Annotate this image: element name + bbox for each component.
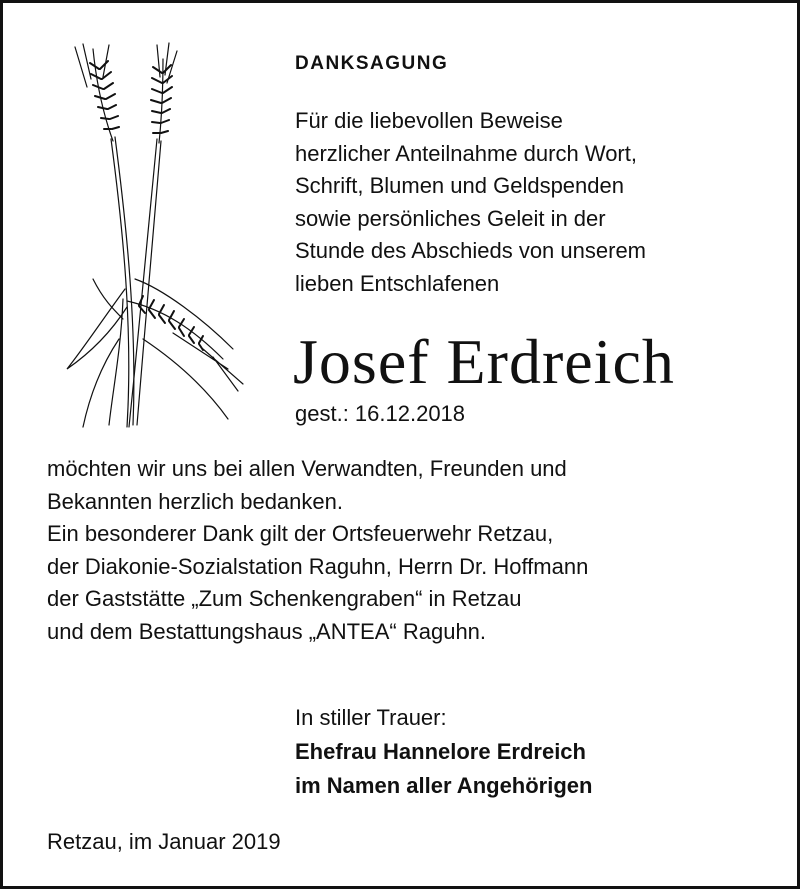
intro-line: Stunde des Abschieds von unserem [295,238,647,263]
body-line: Ein besonderer Dank gilt der Ortsfeuerwehr Retzau, [47,521,554,546]
body-line: Bekannten herzlich bedanken. [47,488,343,514]
intro-line: sowie persönliches Geleit in der [295,205,606,231]
body-line: möchten wir uns bei allen Verwandten, Freunden und [47,456,567,481]
deceased-name: Josef Erdreich [293,326,675,397]
body-line: der Gaststätte „Zum Schenkengraben“ in Retzau [47,586,522,611]
mourner-name: Ehefrau Hannelore Erdreich [295,739,586,764]
body-line: der Diakonie-Sozialstation Raguhn, Herrn Dr. Hoffmann [47,553,589,579]
intro-line: herzlicher Anteilnahme durch Wort, [295,140,637,166]
mourner-family: im Namen aller Angehörigen [295,773,593,798]
thanks-text [47,453,588,648]
mourning-intro: In stiller Trauer: [295,705,447,730]
place-date: Retzau, im Januar 2019 [47,829,281,854]
death-date: gest.: 16.12.2018 [295,401,466,426]
mourning-block [295,701,592,803]
wheat-ears-icon [53,39,253,429]
intro-line: Für die liebevollen Beweise [295,108,563,133]
body-line: und dem Bestattungshaus „ANTEA“ Raguhn. [47,618,487,644]
intro-line: lieben Entschlafenen [295,270,500,296]
intro-line: Schrift, Blumen und Geldspenden [295,173,624,198]
intro-text [295,105,646,300]
heading: DANKSAGUNG [295,53,449,74]
